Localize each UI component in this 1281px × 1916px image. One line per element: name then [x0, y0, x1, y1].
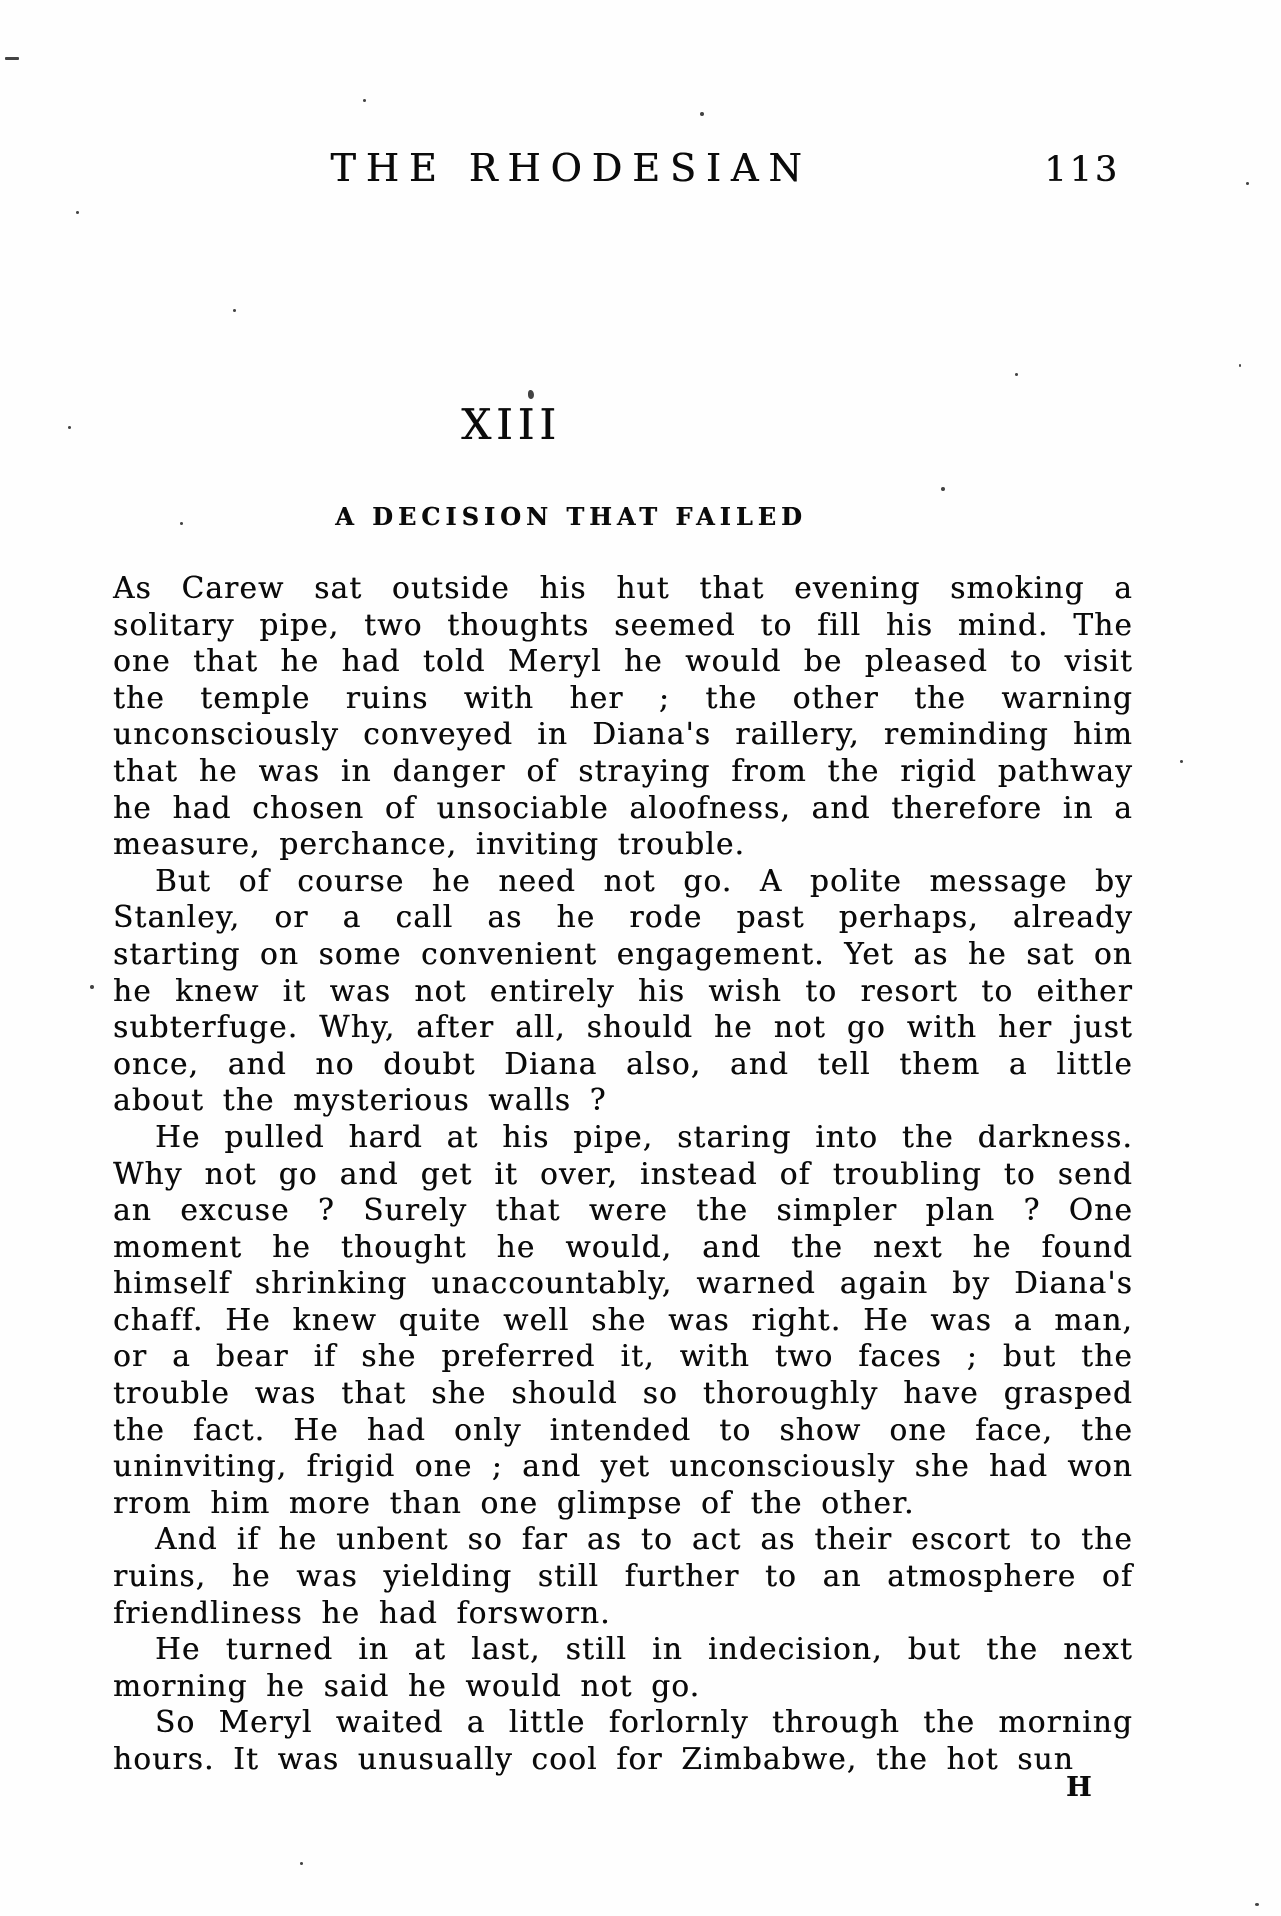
page-number: 113 — [1044, 150, 1120, 190]
paragraph: And if he unbent so far as to act as their escort to the ruins, he was yielding still further to an atmosphere of friendliness he had forsworn. — [113, 1522, 1133, 1630]
scan-speck — [1246, 182, 1249, 185]
scan-speck — [233, 309, 236, 312]
scan-speck — [1180, 760, 1183, 763]
chapter-number-heading: XIII — [461, 400, 561, 449]
scan-speck — [528, 390, 534, 399]
scan-speck — [90, 985, 94, 989]
scan-speck — [700, 112, 704, 116]
running-header — [112, 146, 1134, 198]
page-body — [113, 570, 1133, 1778]
scan-speck — [1255, 1903, 1259, 1906]
scan-speck — [76, 211, 79, 214]
scan-speck — [300, 1862, 303, 1865]
paragraph: He turned in at last, still in indecision, but the next morning he said he would not go. — [113, 1632, 1133, 1703]
scan-speck — [1015, 373, 1018, 376]
section-title-heading: A DECISION THAT FAILED — [335, 502, 807, 531]
running-title: THE RHODESIAN — [330, 146, 812, 190]
scan-speck — [941, 487, 945, 491]
scan-speck — [1239, 364, 1241, 367]
paragraph: But of course he need not go. A polite message by Stanley, or a call as he rode past perhaps, already starting on some convenient engagement. Yet as he sat on he knew it was not entirely his wish to resort to either subterfuge. Why, after all, should he not go with her just once, and no doubt Diana also, and tell them a little about the mysterious walls ? — [113, 863, 1133, 1118]
printer-signature-mark: H — [1066, 1772, 1093, 1803]
scan-speck — [5, 57, 19, 60]
paragraph: He pulled hard at his pipe, staring into the darkness. Why not go and get it over, instead of troubling to send an excuse ? Surely that were the simpler plan ? One moment he thought he would, and the next he found himself shrinking unaccountably, warned again by Diana's chaff. He knew quite well she was right. He was a man, or a bear if she preferred it, with two faces ; but the trouble was that she should so thoroughly have grasped the fact. He had only intended to show one face, the uninviting, frigid one ; and yet unconsciously she had won rrom him more than one glimpse of the other. — [113, 1119, 1133, 1520]
scan-speck — [363, 99, 366, 102]
paragraph: So Meryl waited a little forlornly through the morning hours. It was unusually cool for Zimbabwe, the hot sun — [113, 1705, 1133, 1776]
paragraph: As Carew sat outside his hut that evening smoking a solitary pipe, two thoughts seemed to fill his mind. The one that he had told Meryl he would be pleased to visit the temple ruins with her ; the other the warning unconsciously conveyed in Diana's raillery, reminding him that he was in danger of straying from the rigid pathway he had chosen of unsociable aloofness, and therefore in a measure, perchance, inviting trouble. — [113, 571, 1133, 862]
